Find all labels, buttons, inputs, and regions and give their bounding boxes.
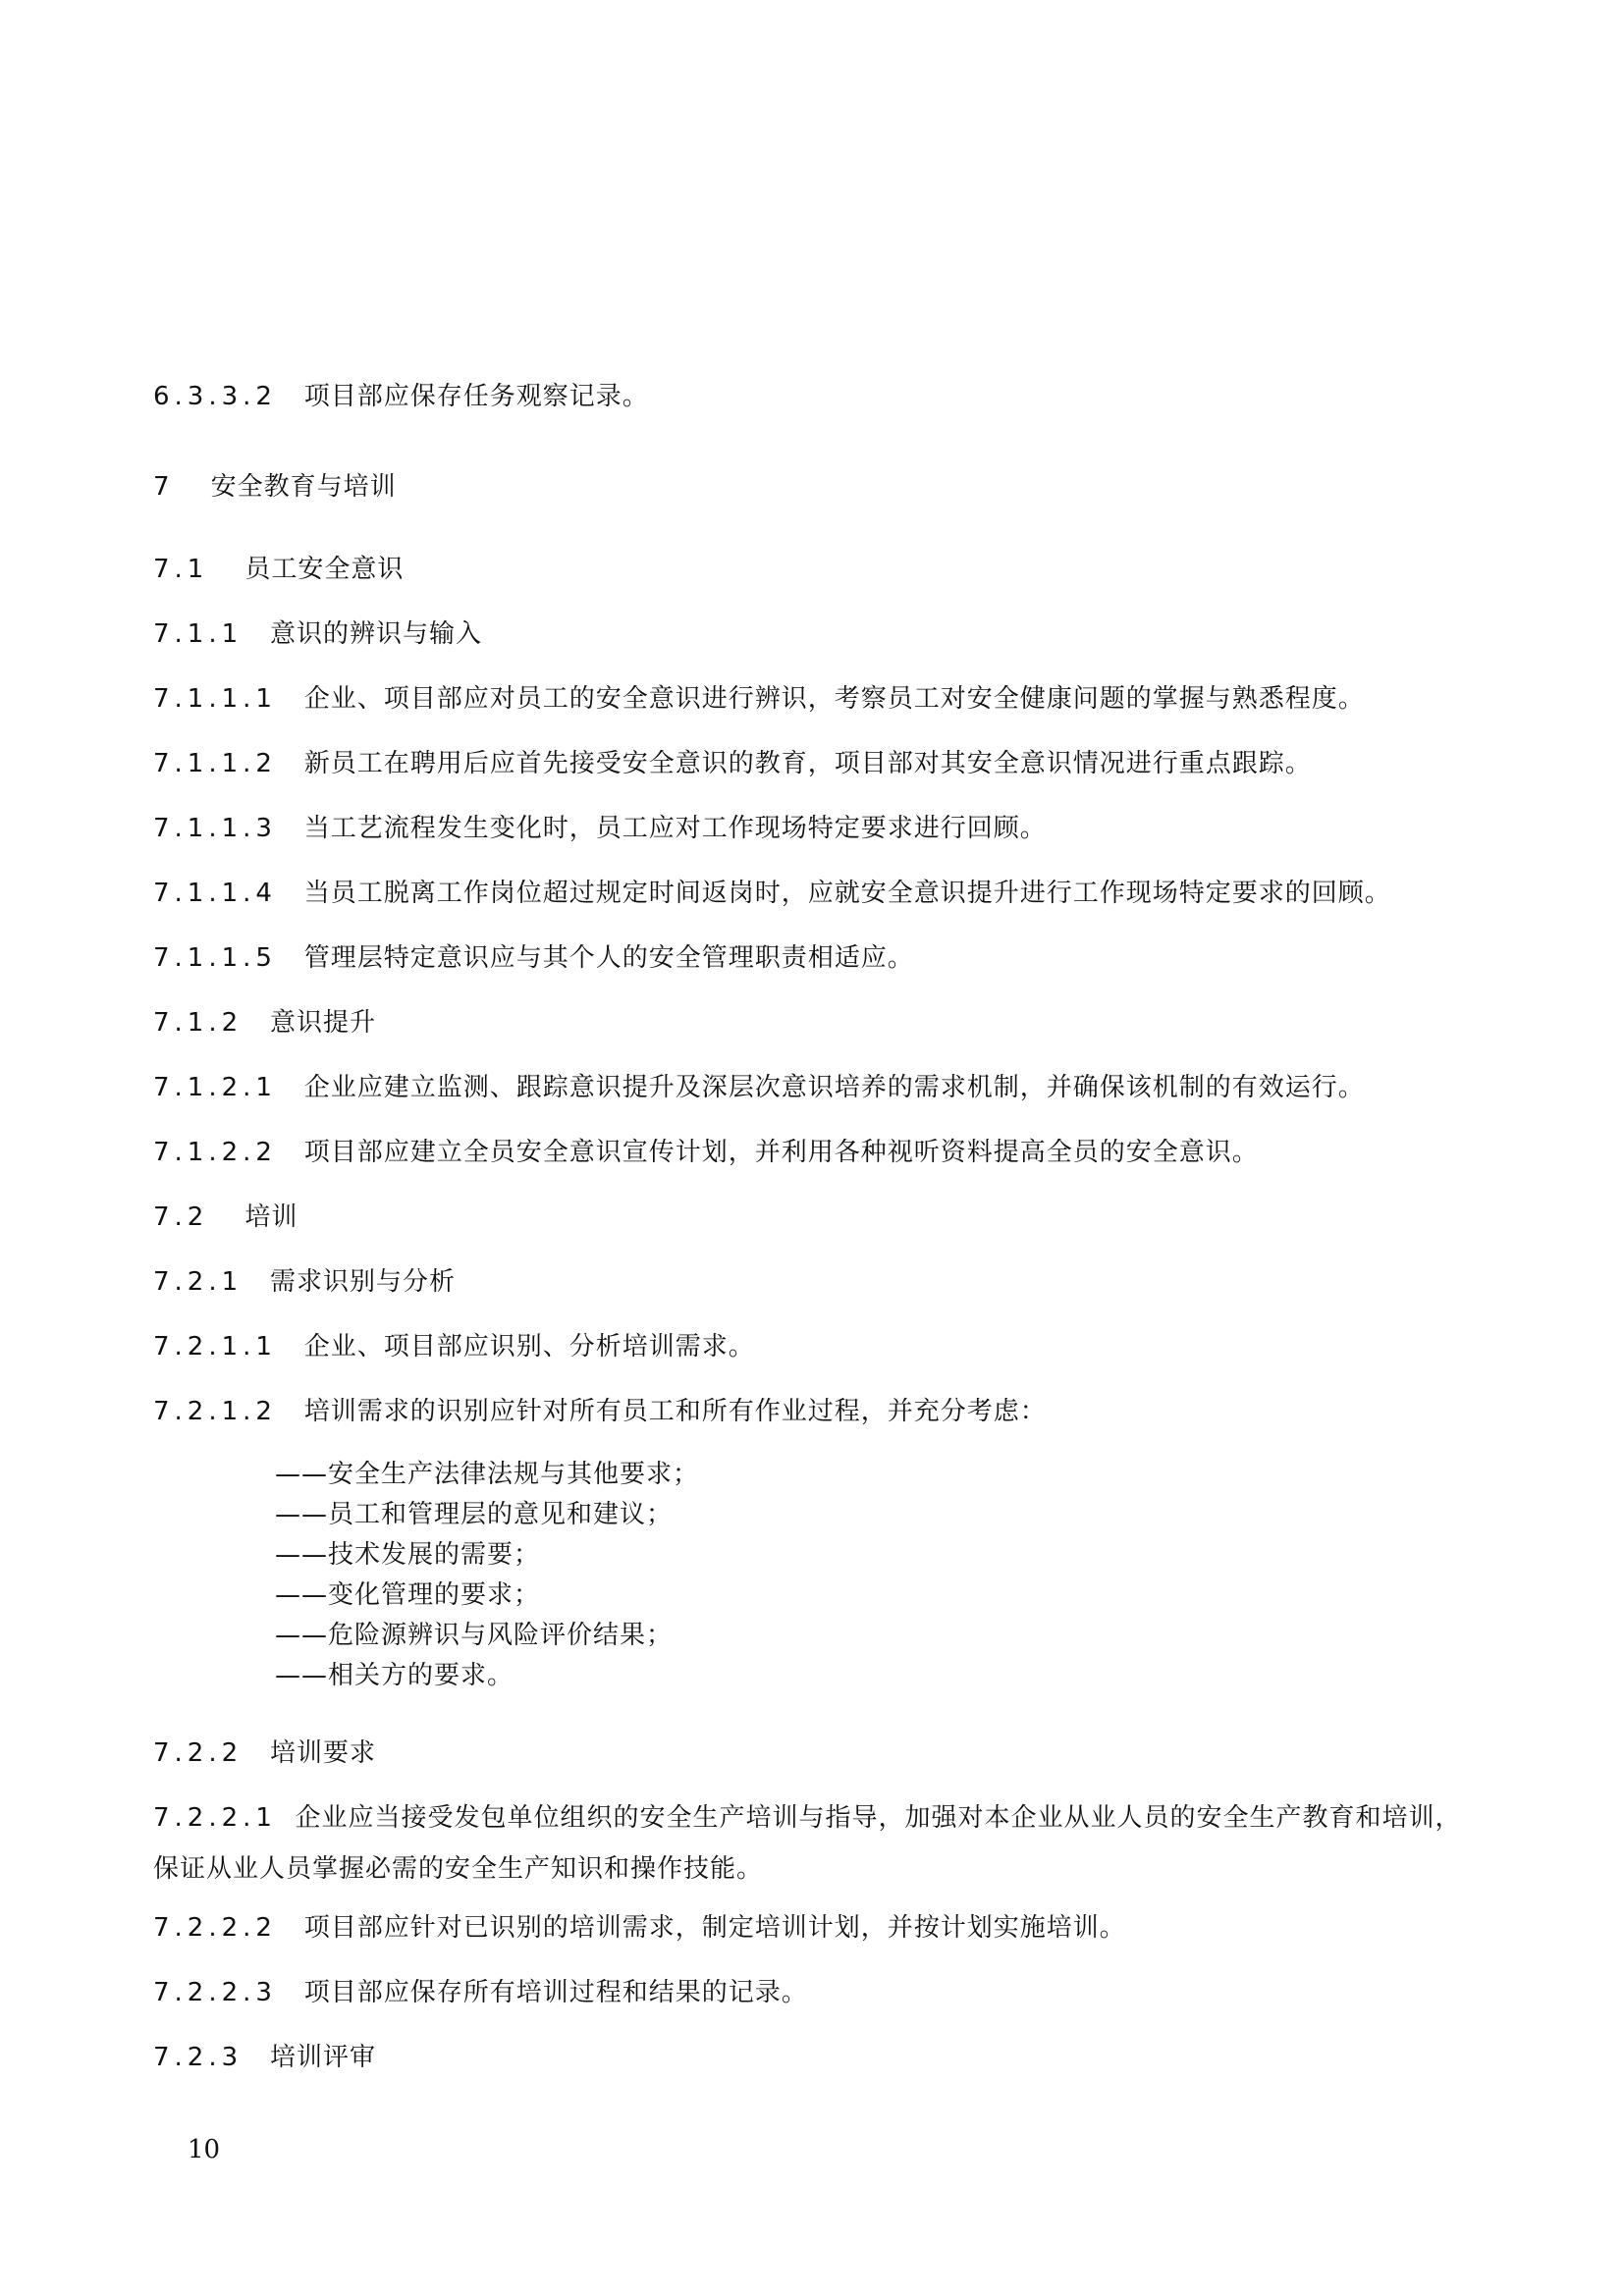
clause-text: 新员工在聘用后应首先接受安全意识的教育，项目部对其安全意识情况进行重点跟踪。 <box>303 749 1312 778</box>
clause-7-1-2-1 <box>153 1070 1365 1105</box>
clause-number: 7.1.1.1 <box>153 684 277 714</box>
clause-7-2-1-2 <box>153 1394 1047 1429</box>
clause-text: 当员工脱离工作岗位超过规定时间返岗时，应就安全意识提升进行工作现场特定要求的回顾。 <box>303 879 1391 908</box>
clause-7-1-2-2 <box>153 1135 1259 1170</box>
clause-text: 企业、项目部应对员工的安全意识进行辨识，考察员工对安全健康问题的掌握与熟悉程度。 <box>303 684 1365 714</box>
clause-7-1-1-1 <box>153 681 1365 717</box>
list-item: ——相关方的要求。 <box>275 1661 514 1690</box>
subsection-heading-7-1-2 <box>153 1005 376 1041</box>
clause-text: 项目部应保存任务观察记录。 <box>303 382 649 411</box>
clause-number: 7.2.2.1 <box>153 1803 277 1833</box>
clause-number: 7.2.2.3 <box>153 1978 277 2007</box>
section-title: 意识的辨识与输入 <box>269 619 482 649</box>
clause-number: 7.1.1.3 <box>153 814 277 843</box>
clause-number: 7.2.1.2 <box>153 1397 277 1426</box>
clause-number: 7.1.1.4 <box>153 879 277 908</box>
clause-7-2-2-3 <box>153 1975 808 2010</box>
section-title: 员工安全意识 <box>244 555 405 584</box>
section-number: 7.1 <box>153 555 209 584</box>
list-item: ——技术发展的需要； <box>275 1540 541 1570</box>
clause-number: 7.1.1.5 <box>153 943 277 973</box>
section-number: 7.2.1 <box>153 1267 244 1297</box>
list-item: ——变化管理的要求； <box>275 1580 541 1610</box>
clause-text: 管理层特定意识应与其个人的安全管理职责相适应。 <box>303 943 914 973</box>
clause-7-1-1-2 <box>153 746 1312 781</box>
section-title: 培训 <box>244 1202 298 1232</box>
clause-number: 6.3.3.2 <box>153 382 277 411</box>
clause-text: 企业、项目部应识别、分析培训需求。 <box>303 1332 755 1362</box>
section-title: 安全教育与培训 <box>210 472 397 502</box>
clause-number: 7.2.1.1 <box>153 1332 277 1362</box>
clause-text: 当工艺流程发生变化时，员工应对工作现场特定要求进行回顾。 <box>303 814 1047 843</box>
page-number: 10 <box>188 2135 221 2164</box>
clause-7-2-2-1 <box>153 1792 1469 1895</box>
section-number: 7 <box>153 472 175 502</box>
clause-number: 7.2.2.2 <box>153 1913 277 1943</box>
section-heading-7 <box>153 469 397 505</box>
subsection-heading-7-2-3 <box>153 2040 376 2075</box>
subsection-heading-7-1-1 <box>153 616 482 652</box>
subsection-heading-7-2 <box>153 1200 298 1235</box>
section-title: 培训评审 <box>269 2043 376 2072</box>
clause-text: 企业应建立监测、跟踪意识提升及深层次意识培养的需求机制，并确保该机制的有效运行。 <box>303 1073 1365 1102</box>
clause-text: 项目部应建立全员安全意识宣传计划，并利用各种视听资料提高全员的安全意识。 <box>303 1138 1259 1167</box>
clause-7-1-1-5 <box>153 940 914 976</box>
clause-7-2-2-2 <box>153 1910 1126 1946</box>
section-title: 需求识别与分析 <box>269 1267 456 1297</box>
list-item: ——安全生产法律法规与其他要求； <box>275 1460 700 1489</box>
section-title: 培训要求 <box>269 1738 376 1768</box>
clause-text: 企业应当接受发包单位组织的安全生产培训与指导，加强对本企业从业人员的安全生产教育和培训，保证从业人员掌握必需的安全生产知识和操作技能。 <box>153 1803 1462 1884</box>
subsection-heading-7-2-2 <box>153 1735 376 1771</box>
subsection-heading-7-2-1 <box>153 1264 456 1300</box>
clause-text: 项目部应保存所有培训过程和结果的记录。 <box>303 1978 808 2007</box>
section-number: 7.2.2 <box>153 1738 244 1768</box>
clause-number: 7.1.2.2 <box>153 1138 277 1167</box>
subsection-heading-7-1 <box>153 552 404 587</box>
clause-text: 项目部应针对已识别的培训需求，制定培训计划，并按计划实施培训。 <box>303 1913 1126 1943</box>
list-item: ——员工和管理层的意见和建议； <box>275 1500 674 1529</box>
clause-number: 7.1.2.1 <box>153 1073 277 1102</box>
list-item: ——危险源辨识与风险评价结果； <box>275 1621 674 1650</box>
section-number: 7.2 <box>153 1202 209 1232</box>
clause-7-1-1-4 <box>153 876 1391 911</box>
clause-6-3-3-2 <box>153 379 649 414</box>
section-number: 7.2.3 <box>153 2043 244 2072</box>
clause-7-1-1-3 <box>153 811 1047 846</box>
clause-number: 7.1.1.2 <box>153 749 277 778</box>
clause-7-2-1-1 <box>153 1329 755 1364</box>
section-title: 意识提升 <box>269 1008 376 1038</box>
section-number: 7.1.2 <box>153 1008 244 1038</box>
section-number: 7.1.1 <box>153 619 244 649</box>
clause-text: 培训需求的识别应针对所有员工和所有作业过程，并充分考虑： <box>303 1397 1047 1426</box>
